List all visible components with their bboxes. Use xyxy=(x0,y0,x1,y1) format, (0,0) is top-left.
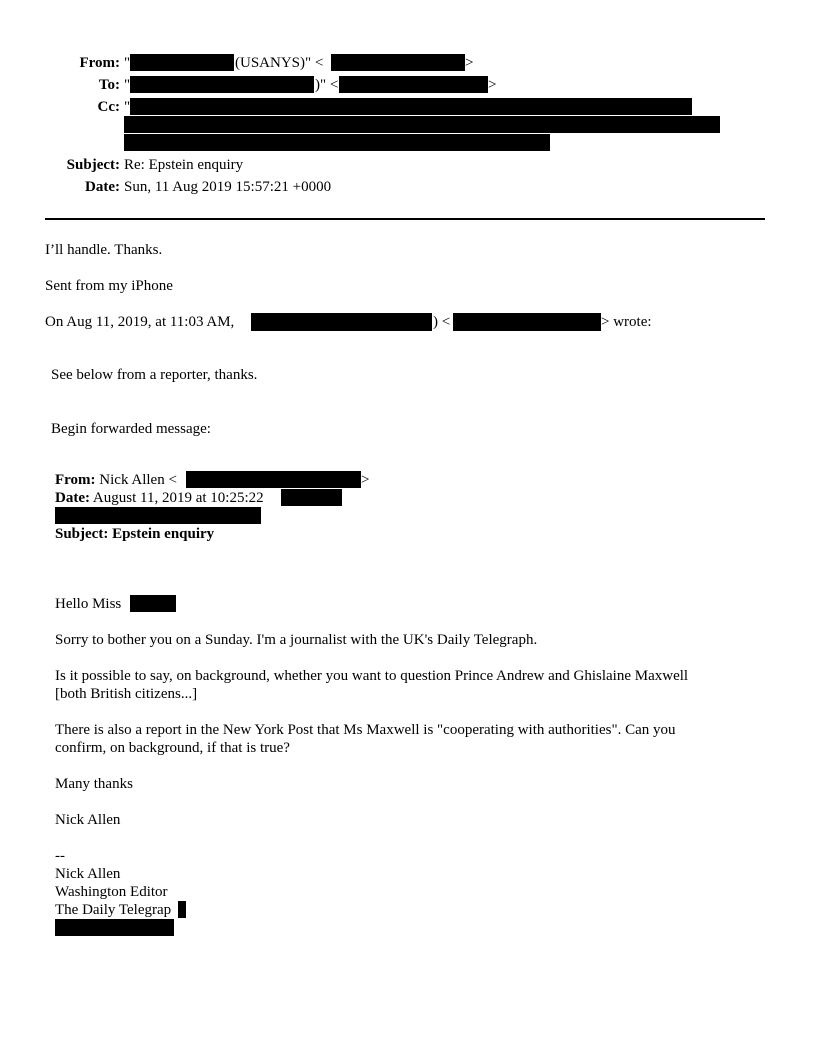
from-value: (USANYS)" < xyxy=(235,55,324,71)
begin-forwarded: Begin forwarded message: xyxy=(51,421,211,437)
redaction-block xyxy=(339,76,488,93)
subject-value: Re: Epstein enquiry xyxy=(124,157,244,173)
attribution-text: On Aug 11, 2019, at 11:03 AM, xyxy=(45,314,235,330)
redaction-block xyxy=(124,116,720,133)
closing: Many thanks xyxy=(55,776,133,792)
attribution-mid: ) < xyxy=(433,314,451,330)
fwd-date-value: August 11, 2019 at 10:25:22 xyxy=(92,490,264,506)
signature-separator: -- xyxy=(55,848,65,864)
fwd-from-label: From: xyxy=(55,472,96,488)
fwd-from-end: > xyxy=(361,472,370,488)
redaction-block xyxy=(130,98,692,115)
body-paragraph: Is it possible to say, on background, whether you want to question Prince Andrew and Ghislaine Maxwell xyxy=(55,668,689,684)
subject-label: Subject: xyxy=(66,157,120,173)
greeting: Hello Miss xyxy=(55,596,122,612)
fwd-subject-label: Subject: xyxy=(55,526,109,542)
to-value: )" < xyxy=(315,77,339,93)
to-quote: " xyxy=(124,77,131,93)
fwd-date-label: Date: xyxy=(55,490,90,506)
redaction-block xyxy=(281,489,342,506)
attribution-end: > wrote: xyxy=(601,314,652,330)
body-paragraph: Sorry to bother you on a Sunday. I'm a journalist with the UK's Daily Telegraph. xyxy=(55,632,538,648)
redaction-block xyxy=(453,313,601,331)
fwd-from-line xyxy=(55,471,177,489)
cc-quote: " xyxy=(124,99,131,115)
date-value: Sun, 11 Aug 2019 15:57:21 +0000 xyxy=(124,179,332,195)
redaction-block xyxy=(55,919,174,936)
header-divider xyxy=(45,218,765,220)
redaction-block xyxy=(251,313,432,331)
signature-title: Washington Editor xyxy=(55,884,168,900)
redaction-block xyxy=(331,54,465,71)
signature-name: Nick Allen xyxy=(55,866,121,882)
redaction-block xyxy=(178,901,186,918)
to-label: To: xyxy=(98,77,120,93)
from-quote: " xyxy=(124,55,131,71)
body-paragraph: There is also a report in the New York Post that Ms Maxwell is "cooperating with authorities". Can you xyxy=(55,722,676,738)
to-value-end: > xyxy=(488,77,497,93)
forward-note: See below from a reporter, thanks. xyxy=(51,367,258,383)
cc-label: Cc: xyxy=(97,99,120,115)
from-value-end: > xyxy=(465,55,474,71)
date-label: Date: xyxy=(85,179,120,195)
redaction-block xyxy=(130,54,234,71)
body-paragraph: [both British citizens...] xyxy=(55,686,198,702)
reply-line: I’ll handle. Thanks. xyxy=(45,242,163,258)
signature-org: The Daily Telegrap xyxy=(55,902,172,918)
fwd-subject-line xyxy=(55,525,214,543)
from-label: From: xyxy=(79,55,120,71)
redaction-block xyxy=(124,134,550,151)
sent-from-line: Sent from my iPhone xyxy=(45,278,173,294)
redaction-block xyxy=(130,595,176,612)
redaction-block xyxy=(186,471,361,488)
fwd-subject-value: Epstein enquiry xyxy=(112,526,215,542)
redaction-block xyxy=(130,76,314,93)
body-paragraph: confirm, on background, if that is true? xyxy=(55,740,290,756)
fwd-from-value: Nick Allen < xyxy=(99,472,177,488)
redaction-block xyxy=(55,507,261,524)
fwd-date-line xyxy=(55,489,264,507)
sender-name: Nick Allen xyxy=(55,812,121,828)
